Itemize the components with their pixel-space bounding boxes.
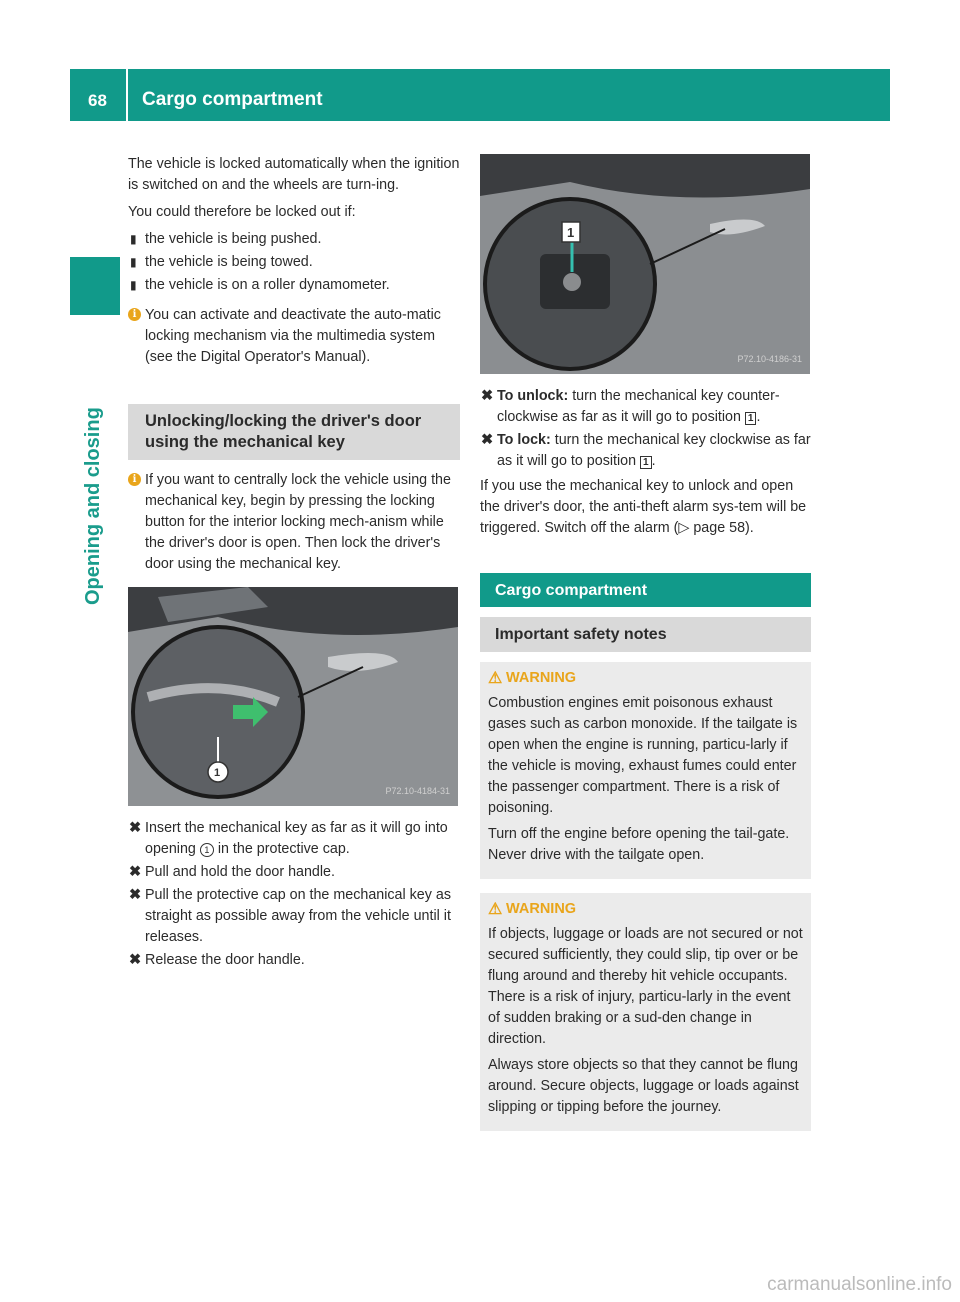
position-marker: 1 <box>200 843 214 857</box>
svg-text:1: 1 <box>567 225 575 240</box>
warning-box <box>480 893 811 1131</box>
chapter-tab <box>70 257 120 315</box>
info-note: i You can activate and deactivate the auto-matic locking mechanism via the multimedia system (see the Digital Operator's Manual). <box>128 305 460 368</box>
page-reference-link[interactable]: page 58 <box>693 520 746 536</box>
svg-text:1: 1 <box>214 767 221 779</box>
image-code: P72.10-4184-31 <box>385 786 450 796</box>
page-header <box>70 69 890 121</box>
section-heading: Unlocking/locking the driver's door using the mechanical key <box>128 404 460 460</box>
page-reference-icon: ▷ <box>678 520 694 536</box>
list-item: ▮ the vehicle is on a roller dynamometer. <box>128 275 460 296</box>
arrow-icon: ✖ <box>129 952 141 968</box>
list-item: ▮ the vehicle is being pushed. <box>128 229 460 250</box>
warning-triangle-icon: ⚠ <box>488 901 503 918</box>
alarm-paragraph: If you use the mechanical key to unlock and open the driver's door, the anti-theft alarm sys-tem will be triggered. Switch off the alarm (▷ page 58). <box>480 478 807 536</box>
door-illustration <box>128 587 458 806</box>
watermark: carmanualsonline.info <box>767 1274 952 1295</box>
door-handle-image <box>128 587 458 806</box>
warning-title: ⚠ WARNING <box>488 670 577 687</box>
step-item: ✖ Insert the mechanical key as far as it will go into opening 1 in the protective cap. <box>129 820 448 857</box>
section-heading-cargo: Cargo compartment <box>480 573 811 607</box>
warning-text: Combustion engines emit poisonous exhaust gases such as carbon monoxide. If the tailgate is open when the engine is running, particu-larly if the vehicle is moving, exhaust fumes could enter the passenger compartment. There is a risk of poisoning. <box>488 695 798 816</box>
arrow-icon: ✖ <box>481 432 493 448</box>
left-column <box>128 154 460 971</box>
door-lock-image <box>480 154 810 374</box>
position-marker: 1 <box>640 456 652 469</box>
header-title: Cargo compartment <box>142 89 323 110</box>
warning-text: Always store objects so that they cannot be flung around. Secure objects, luggage or loads against slipping or tipping before the journey. <box>488 1057 799 1115</box>
info-icon: i <box>128 308 141 321</box>
lock-illustration <box>480 154 810 374</box>
info-icon: i <box>128 473 141 486</box>
step-item: ✖ Pull the protective cap on the mechanical key as straight as possible away from the vehicle until it releases. <box>129 887 451 945</box>
warning-text: Turn off the engine before opening the tail-gate. Never drive with the tailgate open. <box>488 826 790 863</box>
image-code: P72.10-4186-31 <box>737 354 802 364</box>
warning-box <box>480 662 811 879</box>
warning-text: If objects, luggage or loads are not secured or not secured sufficiently, they could slip, tip over or be flung around and thereby hit vehicle occupants. There is a risk of injury, particu-larly in the event of sudden braking or a sud-den change in direction. <box>488 926 803 1047</box>
arrow-icon: ✖ <box>129 820 141 836</box>
list-item: ▮ the vehicle is being towed. <box>128 252 460 273</box>
header-divider <box>126 69 128 121</box>
arrow-icon: ✖ <box>129 887 141 903</box>
warning-triangle-icon: ⚠ <box>488 670 503 687</box>
subsection-heading-safety: Important safety notes <box>480 617 811 652</box>
page-number: 68 <box>88 91 107 110</box>
step-item: ✖ To lock: turn the mechanical key clockwise as far as it will go to position 1 . <box>481 432 811 469</box>
lockout-intro: You could therefore be locked out if: <box>128 204 356 220</box>
bullet-icon: ▮ <box>130 255 137 269</box>
info-note: i If you want to centrally lock the vehicle using the mechanical key, begin by pressing the locking button for the interior locking mech-anism while the driver's door is open. Then lock the driver's door using the mechanical key. <box>128 470 460 575</box>
bullet-icon: ▮ <box>130 232 137 246</box>
chapter-label: Opening and closing <box>82 407 104 605</box>
arrow-icon: ✖ <box>129 864 141 880</box>
position-marker: 1 <box>745 412 757 425</box>
arrow-icon: ✖ <box>481 388 493 404</box>
right-column <box>480 154 811 1131</box>
step-item: ✖ To unlock: turn the mechanical key counter-clockwise as far as it will go to position 1 . <box>481 388 780 425</box>
step-item: ✖ Release the door handle. <box>128 950 460 971</box>
bullet-icon: ▮ <box>130 278 137 292</box>
step-item: ✖ Pull and hold the door handle. <box>128 862 460 883</box>
intro-paragraph: The vehicle is locked automatically when the ignition is switched on and the wheels are turn-ing. <box>128 156 460 193</box>
warning-title: ⚠ WARNING <box>488 901 577 918</box>
